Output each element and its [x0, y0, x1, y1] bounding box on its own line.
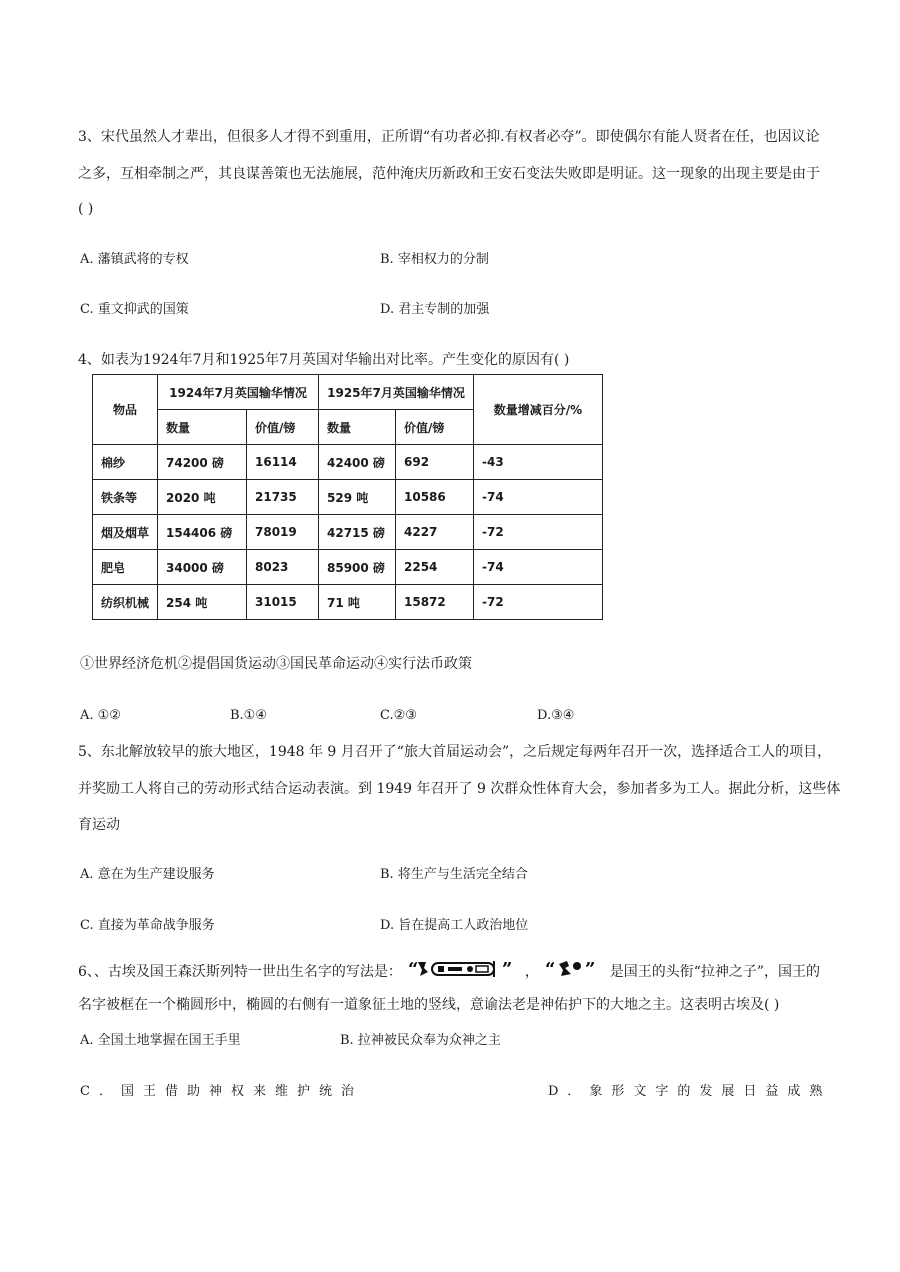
cell-value-1924: 31015: [247, 585, 319, 620]
q4-statements: ①世界经济危机②提倡国货运动③国民革命运动④实行法币政策: [80, 656, 472, 672]
q6-option-c: C．国王借助神权来维护统治: [80, 1084, 363, 1099]
q3-line-3: ( ): [78, 201, 94, 217]
q6-option-b: B. 拉神被民众奉为众神之主: [340, 1033, 501, 1048]
q6-line-1-start: 6、、古埃及国王森沃斯列特一世出生名字的写法是：: [78, 964, 402, 980]
subheader-qty-1925: 数量: [319, 410, 396, 445]
cell-value-1925: 4227: [396, 515, 474, 550]
cell-item: 烟及烟草: [93, 515, 158, 550]
cell-value-1925: 2254: [396, 550, 474, 585]
subheader-value-1924: 价值/镑: [247, 410, 319, 445]
cell-qty-1925: 71 吨: [319, 585, 396, 620]
q3-option-b: B. 宰相权力的分制: [380, 252, 489, 267]
cell-change: -72: [474, 515, 603, 550]
cell-qty-1925: 85900 磅: [319, 550, 396, 585]
cell-change: -43: [474, 445, 603, 480]
cell-value-1924: 78019: [247, 515, 319, 550]
svg-text:“: “: [545, 959, 556, 980]
table-row: [93, 515, 603, 550]
header-1925: 1925年7月英国输华情况: [319, 375, 474, 410]
q5-option-d: D. 旨在提高工人政治地位: [380, 918, 529, 933]
q3-option-c: C. 重文抑武的国策: [80, 302, 189, 317]
header-1924: 1924年7月英国输华情况: [158, 375, 319, 410]
q4-option-c: C.②③: [380, 708, 417, 723]
cell-qty-1924: 154406 磅: [158, 515, 247, 550]
q3-option-d: D. 君主专制的加强: [380, 302, 490, 317]
q5-option-c: C. 直接为革命战争服务: [80, 918, 215, 933]
cell-change: -74: [474, 480, 603, 515]
cell-item: 纺织机械: [93, 585, 158, 620]
q6-line-2: 名字被框在一个椭圆形中，椭圆的右侧有一道象征土地的竖线，意谕法老是神佑护下的大地之主。这表明古埃及( ): [78, 997, 780, 1013]
q5-line-3: 育运动: [78, 817, 120, 833]
cell-qty-1925: 42400 磅: [319, 445, 396, 480]
cell-qty-1924: 254 吨: [158, 585, 247, 620]
cell-value-1924: 16114: [247, 445, 319, 480]
hieroglyph-son-of-ra-icon: [545, 958, 603, 986]
table-row: [93, 585, 603, 620]
table-row: [93, 480, 603, 515]
q6-option-d: D．象形文字的发展日益成熟: [548, 1084, 832, 1099]
q3-option-a: A. 藩镇武将的专权: [80, 252, 189, 267]
cell-value-1925: 15872: [396, 585, 474, 620]
subheader-qty-1924: 数量: [158, 410, 247, 445]
q5-option-a: A. 意在为生产建设服务: [80, 867, 215, 882]
header-item: 物品: [93, 375, 158, 445]
svg-text:”: ”: [502, 959, 513, 980]
cell-qty-1924: 34000 磅: [158, 550, 247, 585]
cell-qty-1925: 42715 磅: [319, 515, 396, 550]
q6-option-a: A. 全国土地掌握在国王手里: [80, 1033, 241, 1048]
cell-qty-1925: 529 吨: [319, 480, 396, 515]
cell-qty-1924: 2020 吨: [158, 480, 247, 515]
q4-option-b: B.①④: [230, 708, 267, 723]
table-row: [93, 445, 603, 480]
header-change: 数量增减百分/%: [474, 375, 603, 445]
cell-value-1924: 21735: [247, 480, 319, 515]
cell-item: 棉纱: [93, 445, 158, 480]
q3-line-2: 之多，互相牵制之严，其良谋善策也无法施展，范仲淹庆历新政和王安石变法失败即是明证。这一现象的出现主要是由于: [78, 166, 820, 182]
cell-value-1925: 692: [396, 445, 474, 480]
q6-line-1-end: 是国王的头衔“拉神之子”，国王的: [609, 964, 821, 980]
svg-text:“: “: [408, 959, 419, 980]
export-comparison-table: [92, 374, 603, 620]
q6-line-1-comma: ，: [524, 964, 539, 980]
q6-line-1: [78, 958, 820, 986]
cell-qty-1924: 74200 磅: [158, 445, 247, 480]
cell-change: -74: [474, 550, 603, 585]
cell-value-1924: 8023: [247, 550, 319, 585]
cell-change: -72: [474, 585, 603, 620]
cell-value-1925: 10586: [396, 480, 474, 515]
svg-text:”: ”: [585, 959, 596, 980]
q5-line-2: 并奖励工人将自己的劳动形式结合运动表演。到 1949 年召开了 9 次群众性体育大会，参加者多为工人。据此分析，这些体: [78, 781, 841, 797]
q5-line-1: 5、东北解放较早的旅大地区，1948 年 9 月召开了“旅大首届运动会”，之后规定每两年召开一次，选择适合工人的项目，: [78, 744, 832, 760]
q5-option-b: B. 将生产与生活完全结合: [380, 867, 528, 882]
subheader-value-1925: 价值/镑: [396, 410, 474, 445]
table-row: [93, 550, 603, 585]
q4-option-d: D.③④: [537, 708, 575, 723]
cell-item: 肥皂: [93, 550, 158, 585]
cell-item: 铁条等: [93, 480, 158, 515]
hieroglyph-birth-name-icon: [408, 958, 518, 986]
q4-stem: 4、如表为1924年7月和1925年7月英国对华输出对比率。产生变化的原因有( ): [78, 352, 570, 368]
q3-line-1: 3、宋代虽然人才辈出，但很多人才得不到重用，正所谓“有功者必抑.有权者必夺”。即使偶尔有能人贤者在任，也因议论: [78, 129, 820, 145]
q4-option-a: A. ①②: [80, 708, 121, 723]
